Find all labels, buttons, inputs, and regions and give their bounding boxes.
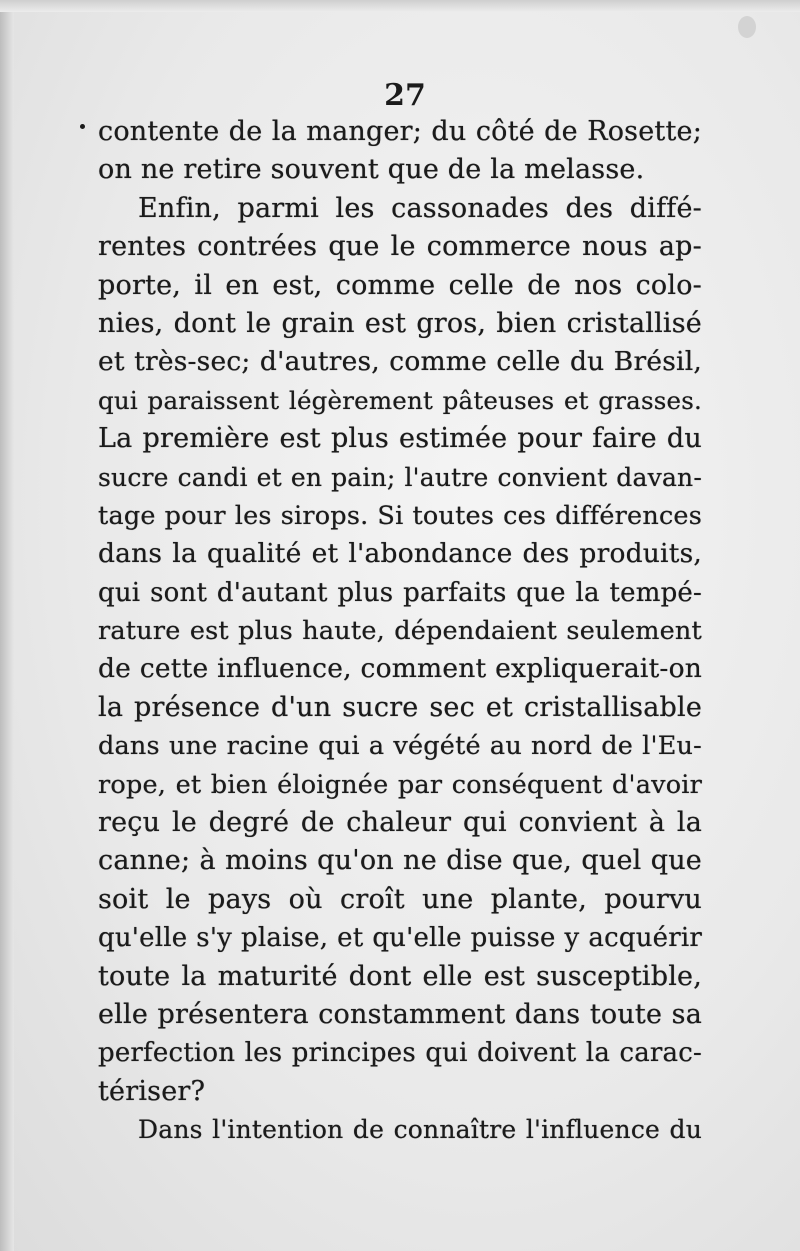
text-line: toute la maturité dont elle est susceptible,: [98, 960, 702, 992]
text-line: qu'elle s'y plaise, et qu'elle puisse y acquérir: [98, 923, 702, 954]
text-line: Enfin, parmi les cassonades des diffé-: [138, 192, 702, 224]
text-line: elle présentera constamment dans toute sa: [98, 998, 702, 1030]
paper-stain: [738, 16, 756, 38]
text-line: La première est plus estimée pour faire du: [98, 423, 702, 455]
page-left-edge-shadow: [0, 0, 14, 1251]
text-line: porte, il en est, comme celle de nos colo-: [98, 269, 702, 301]
page-top-edge-shadow: [0, 0, 800, 12]
text-line: et très-sec; d'autres, comme celle du Brésil,: [98, 346, 702, 378]
margin-dot: [80, 124, 85, 129]
text-line: rope, et bien éloignée par conséquent d'avoir: [98, 769, 702, 800]
page-number: 27: [384, 78, 426, 113]
text-line: perfection les principes qui doivent la carac-: [98, 1038, 702, 1069]
text-line: canne; à moins qu'on ne dise que, quel que: [98, 845, 702, 877]
text-line: dans la qualité et l'abondance des produits,: [98, 538, 702, 570]
text-line: qui sont d'autant plus parfaits que la tempé-: [98, 577, 702, 608]
text-line: nies, dont le grain est gros, bien cristallisé: [98, 307, 702, 339]
text-line: reçu le degré de chaleur qui convient à la: [98, 807, 702, 839]
text-line: tériser?: [98, 1075, 206, 1107]
text-line: on ne retire souvent que de la melasse.: [98, 154, 645, 186]
text-line: dans une racine qui a végété au nord de l'Eu-: [98, 731, 702, 762]
text-line: sucre candi et en pain; l'autre convient davan-: [98, 462, 702, 492]
text-line: contente de la manger; du côté de Rosette;: [98, 116, 702, 147]
text-line: qui paraissent légèrement pâteuses et grasses.: [98, 385, 702, 415]
text-line: Dans l'intention de connaître l'influence du: [138, 1115, 702, 1145]
text-line: rentes contrées que le commerce nous ap-: [98, 231, 702, 263]
text-line: de cette influence, comment expliquerait-on: [98, 653, 702, 685]
text-line: rature est plus haute, dépendaient seulement: [98, 616, 702, 647]
body-text: [98, 113, 702, 1150]
text-line: la présence d'un sucre sec et cristallisable: [98, 691, 702, 723]
text-line: tage pour les sirops. Si toutes ces différences: [98, 500, 702, 531]
text-line: soit le pays où croît une plante, pourvu: [98, 883, 702, 915]
